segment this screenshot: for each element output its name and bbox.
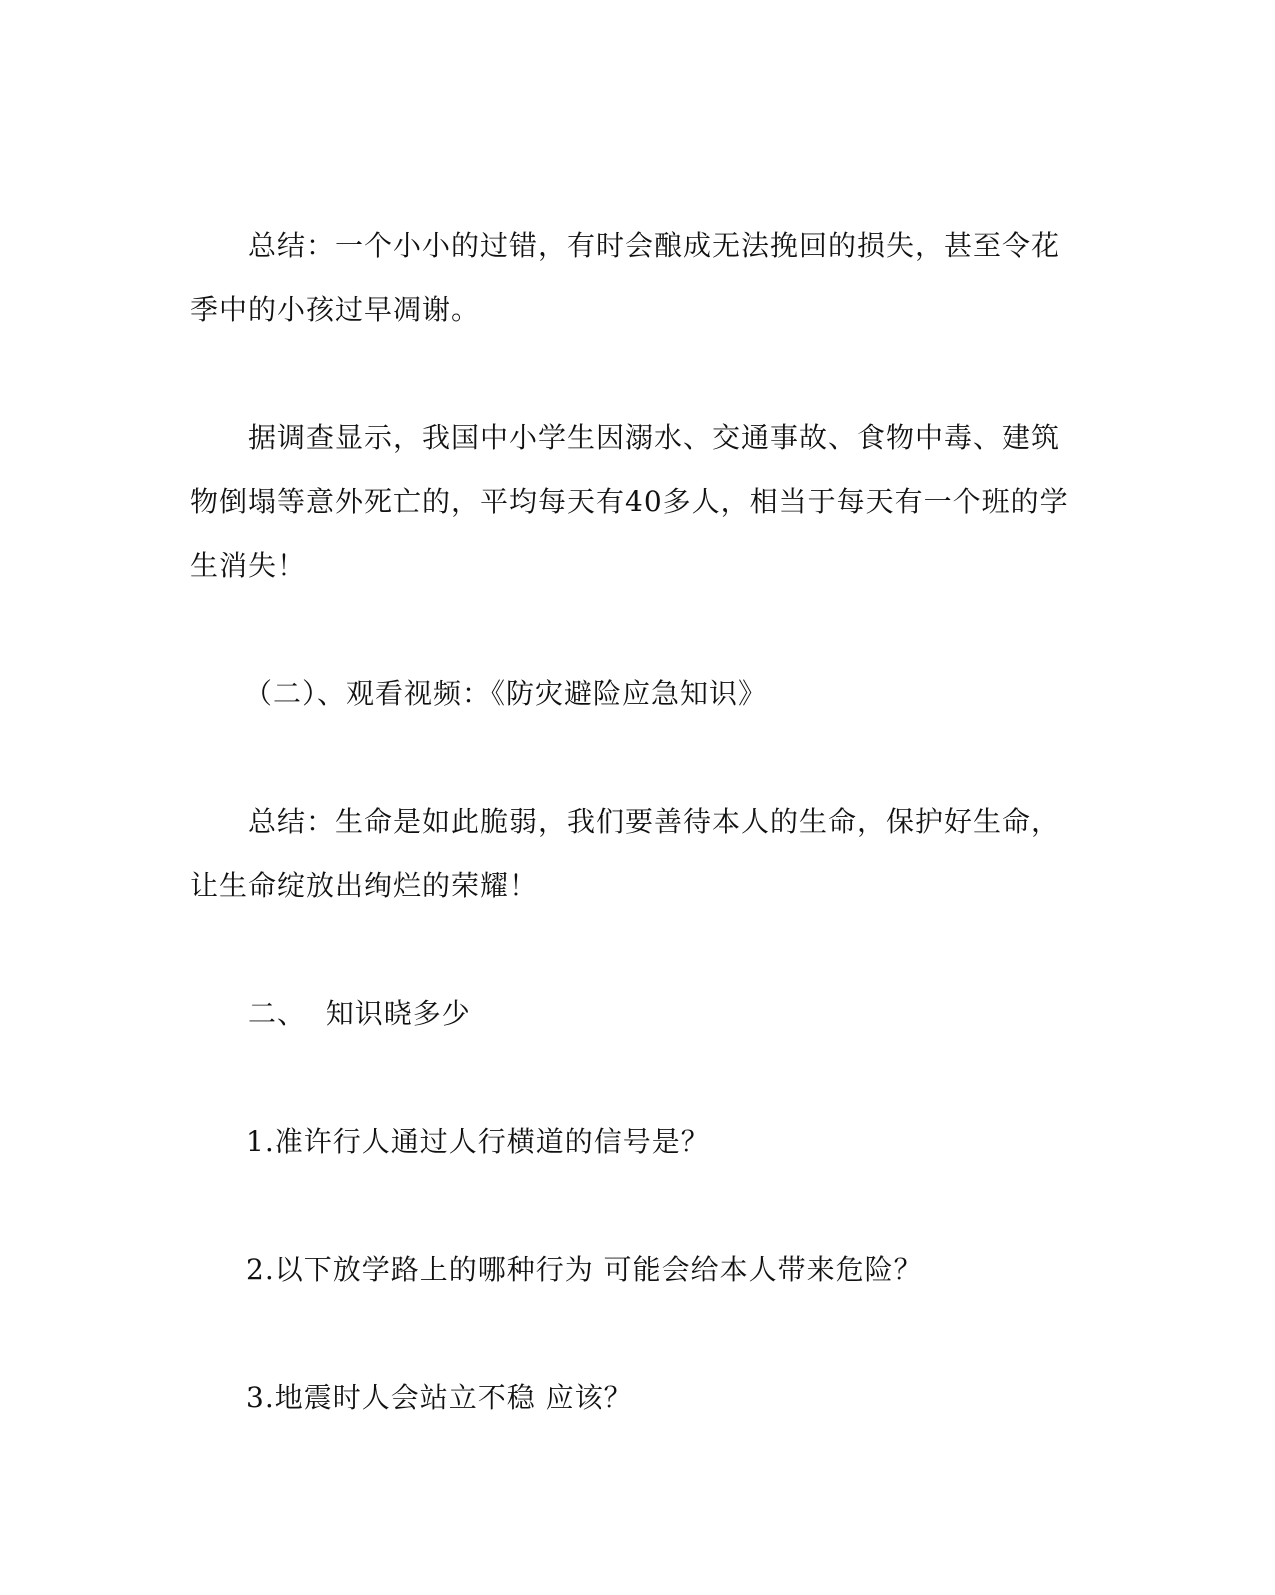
survey-line-3: 生消失！ <box>190 549 307 582</box>
summary-2-line-2: 让生命绽放出绚烂的荣耀！ <box>190 869 539 902</box>
summary-1-line-2: 季中的小孩过早凋谢。 <box>190 293 481 326</box>
question-1: 1.准许行人通过人行横道的信号是？ <box>246 1125 710 1158</box>
survey-line-1: 据调查显示，我国中小学生因溺水、交通事故、食物中毒、建筑 <box>248 421 1061 454</box>
summary-2-line-1: 总结：生命是如此脆弱，我们要善待本人的生命，保护好生命， <box>248 805 1061 838</box>
question-3: 3.地震时人会站立不稳 应该？ <box>246 1381 633 1414</box>
question-2: 2.以下放学路上的哪种行为 可能会给本人带来危险？ <box>246 1253 923 1286</box>
video-heading: （二）、观看视频：《防灾避险应急知识》 <box>244 677 768 710</box>
survey-line-2: 物倒塌等意外死亡的，平均每天有40多人，相当于每天有一个班的学 <box>190 485 1069 518</box>
section-2-heading: 二、 知识晓多少 <box>248 997 471 1030</box>
summary-1-line-1: 总结：一个小小的过错，有时会酿成无法挽回的损失，甚至令花 <box>248 229 1061 262</box>
